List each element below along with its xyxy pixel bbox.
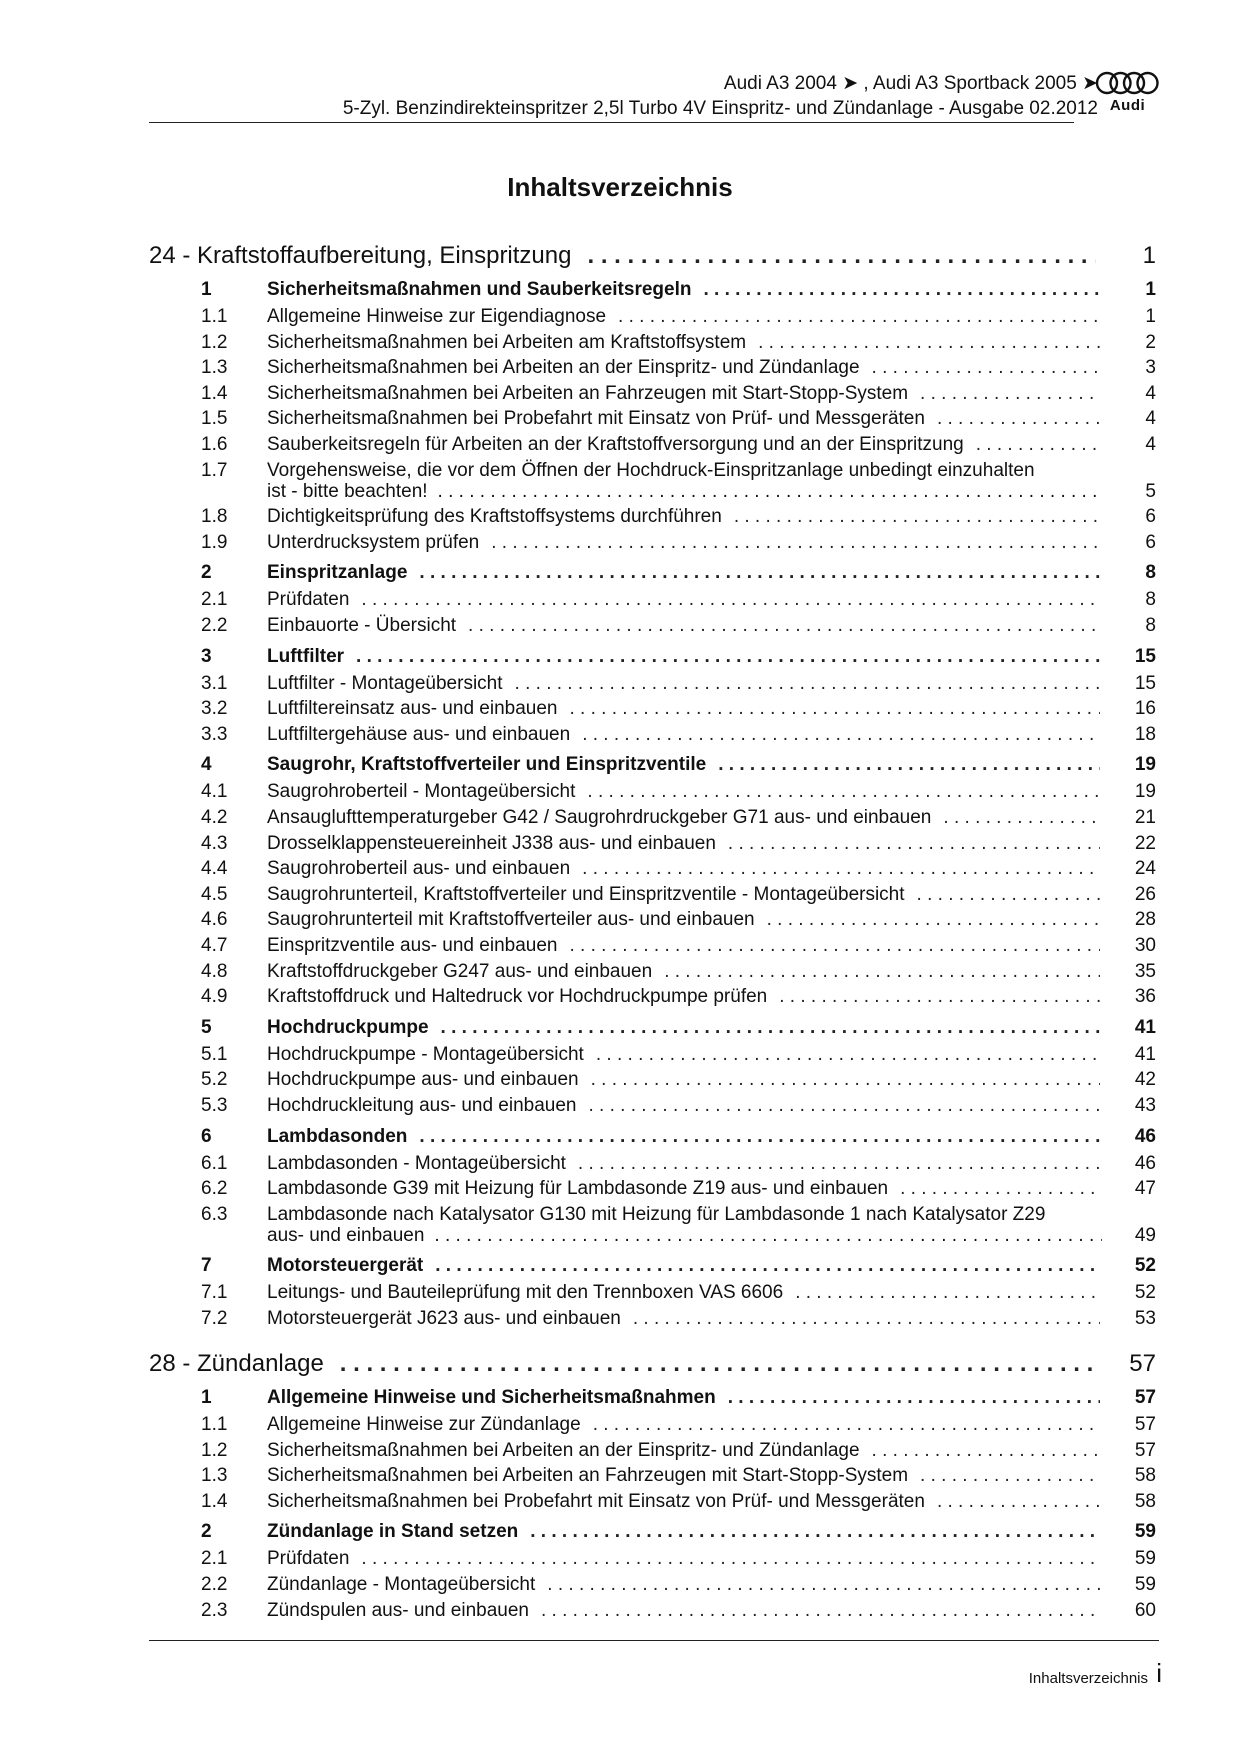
toc-entry-label: Luftfilter - Montageübersicht bbox=[267, 672, 503, 694]
toc-entry-number: 3.3 bbox=[201, 723, 228, 745]
toc-entry-text bbox=[267, 909, 1112, 931]
toc-entry-text bbox=[267, 434, 1112, 456]
toc-entry-label: 24 - Kraftstoffaufbereitung, Einspritzung bbox=[149, 242, 572, 269]
toc-entry-number: 4 bbox=[201, 754, 212, 776]
toc-entry-label: Unterdrucksystem prüfen bbox=[267, 531, 480, 553]
toc-entry-label-continued: ist - bitte beachten! bbox=[267, 480, 428, 502]
toc-page-number: 15 bbox=[1134, 672, 1156, 694]
toc-entry-label: Sicherheitsmaßnahmen bei Arbeiten an der Einspritz- und Zündanlage bbox=[267, 1439, 860, 1461]
toc-page-number: 28 bbox=[1134, 909, 1156, 931]
toc-entry-label: Lambdasonden - Montageübersicht bbox=[267, 1152, 566, 1174]
toc-entry-text bbox=[267, 807, 1112, 829]
toc-page-number: 3 bbox=[1145, 357, 1156, 379]
toc-leader-dots bbox=[779, 986, 1100, 1008]
toc-page-number: 8 bbox=[1145, 589, 1156, 611]
toc-leader-dots bbox=[633, 1308, 1100, 1330]
toc-entry-label: Allgemeine Hinweise und Sicherheitsmaßnahmen bbox=[267, 1387, 716, 1408]
toc-entry-text bbox=[267, 1574, 1112, 1596]
toc-page-number: 21 bbox=[1134, 807, 1156, 828]
toc-leader-dots bbox=[530, 1521, 1100, 1543]
toc-entry-label-continued: aus- und einbauen bbox=[267, 1224, 425, 1246]
toc-page-number: 52 bbox=[1134, 1255, 1156, 1277]
toc-entry-text bbox=[267, 1044, 1112, 1066]
toc-entry-text bbox=[267, 532, 1112, 554]
toc-leader-dots bbox=[917, 884, 1100, 906]
toc-entry-text bbox=[267, 1153, 1112, 1175]
toc-page-number: 53 bbox=[1134, 1308, 1156, 1329]
toc-entry-number: 2.3 bbox=[201, 1599, 228, 1621]
toc-entry-text bbox=[267, 1414, 1112, 1436]
toc-entry-text bbox=[267, 1178, 1112, 1200]
toc-leader-dots bbox=[734, 506, 1100, 528]
toc-entry-number: 3.2 bbox=[201, 698, 228, 720]
toc-entry-label: Sicherheitsmaßnahmen bei Arbeiten am Kraftstoffsystem bbox=[267, 331, 747, 353]
toc-entry-label: Dichtigkeitsprüfung des Kraftstoffsystems durchführen bbox=[267, 506, 722, 528]
toc-entry-number: 1.3 bbox=[201, 357, 228, 379]
toc-leader-dots bbox=[340, 1350, 1096, 1378]
toc-entry-label: Zündanlage - Montageübersicht bbox=[267, 1574, 536, 1595]
toc-entry-label: Luftfiltereinsatz aus- und einbauen bbox=[267, 698, 558, 720]
toc-entry-label: Sicherheitsmaßnahmen bei Probefahrt mit Einsatz von Prüf- und Messgeräten bbox=[267, 1490, 925, 1512]
toc-leader-dots bbox=[356, 646, 1100, 668]
toc-page-number: 22 bbox=[1134, 832, 1156, 854]
toc-entry-text bbox=[267, 1095, 1112, 1117]
toc-page-number: 8 bbox=[1145, 615, 1156, 636]
toc-leader-dots bbox=[438, 481, 1102, 503]
toc-entry-label-continued-row bbox=[267, 481, 1112, 503]
toc-entry-number: 4.6 bbox=[201, 909, 228, 931]
toc-leader-dots bbox=[569, 935, 1100, 957]
toc-page-number: 5 bbox=[1145, 480, 1156, 502]
toc-entry-number: 2 bbox=[201, 1521, 212, 1543]
toc-entry-text bbox=[267, 833, 1112, 855]
toc-entry-label: Ansauglufttemperaturgeber G42 / Saugrohrdruckgeber G71 aus- und einbauen bbox=[267, 807, 932, 828]
toc-entry-label: Saugrohroberteil aus- und einbauen bbox=[267, 858, 571, 880]
toc-entry-text bbox=[267, 1069, 1112, 1091]
footer-label: Inhaltsverzeichnis bbox=[1028, 1670, 1148, 1687]
toc-entry-number: 1.2 bbox=[201, 1439, 228, 1461]
toc-entry-label: Hochdruckleitung aus- und einbauen bbox=[267, 1095, 577, 1116]
toc-page-number: 6 bbox=[1145, 506, 1156, 528]
footer-page-number: i bbox=[1156, 1658, 1162, 1688]
toc-entry-label: Lambdasonden bbox=[267, 1125, 408, 1147]
toc-entry-text bbox=[267, 884, 1112, 906]
toc-entry-number: 1.6 bbox=[201, 434, 228, 455]
toc-leader-dots bbox=[435, 1255, 1100, 1277]
toc-leader-dots bbox=[618, 306, 1100, 328]
toc-entry-number: 4.8 bbox=[201, 960, 228, 982]
toc-entry-label: Lambdasonde nach Katalysator G130 mit Heizung für Lambdasonde 1 nach Katalysator Z29 bbox=[267, 1203, 1046, 1225]
toc-leader-dots bbox=[541, 1600, 1100, 1622]
toc-entry-number: 6 bbox=[201, 1125, 212, 1147]
toc-entry-label: Luftfilter bbox=[267, 645, 345, 667]
toc-entry-number: 5.1 bbox=[201, 1043, 228, 1065]
toc-entry-label: Einbauorte - Übersicht bbox=[267, 615, 457, 636]
toc-entry-label: Zündspulen aus- und einbauen bbox=[267, 1599, 529, 1621]
toc-entry-text bbox=[149, 1350, 1112, 1378]
toc-entry-number: 1 bbox=[201, 279, 212, 300]
toc-page-number: 42 bbox=[1134, 1069, 1156, 1091]
toc-entry-label: Einspritzventile aus- und einbauen bbox=[267, 935, 558, 956]
header-manual-subtitle: 5-Zyl. Benzindirekteinspritzer 2,5l Turbo 4V Einspritz- und Zündanlage - Ausgabe 02.2012 bbox=[342, 98, 1098, 119]
toc-entry-text bbox=[267, 1521, 1112, 1543]
toc-leader-dots bbox=[515, 673, 1100, 695]
toc-entry-number: 2 bbox=[201, 562, 212, 584]
toc-page-number: 46 bbox=[1134, 1125, 1156, 1147]
toc-entry-label: Saugrohrunterteil mit Kraftstoffverteiler aus- und einbauen bbox=[267, 909, 755, 931]
toc-entry-number: 1.2 bbox=[201, 331, 228, 353]
toc-entry-text bbox=[267, 986, 1112, 1008]
toc-entry-text bbox=[267, 615, 1112, 637]
toc-entry-number: 1.1 bbox=[201, 306, 228, 327]
toc-page-number: 35 bbox=[1134, 960, 1156, 982]
toc-page-number: 15 bbox=[1134, 645, 1156, 667]
toc-entry-label: Leitungs- und Bauteileprüfung mit den Trennboxen VAS 6606 bbox=[267, 1282, 784, 1304]
toc-leader-dots bbox=[920, 1465, 1100, 1487]
toc-page-number: 1 bbox=[1142, 242, 1156, 269]
toc-entry-number: 1.8 bbox=[201, 506, 228, 528]
toc-entry-number: 5.2 bbox=[201, 1069, 228, 1091]
toc-entry-number: 1 bbox=[201, 1387, 212, 1408]
toc-page-number: 57 bbox=[1134, 1387, 1156, 1408]
toc-leader-dots bbox=[596, 1044, 1100, 1066]
toc-entry-text bbox=[267, 646, 1112, 668]
toc-entry-number: 6.3 bbox=[201, 1203, 228, 1225]
toc-entry-text bbox=[267, 357, 1112, 379]
toc-leader-dots bbox=[920, 383, 1100, 405]
toc-entry-label: Sicherheitsmaßnahmen bei Probefahrt mit Einsatz von Prüf- und Messgeräten bbox=[267, 408, 925, 430]
toc-entry-label: Einspritzanlage bbox=[267, 562, 408, 584]
toc-page-number: 43 bbox=[1134, 1095, 1156, 1116]
toc-entry-number: 1.4 bbox=[201, 1490, 228, 1512]
toc-entry-text bbox=[267, 279, 1112, 301]
toc-entry-text bbox=[267, 1387, 1112, 1409]
toc-leader-dots bbox=[795, 1282, 1100, 1304]
toc-entry-label: Prüfdaten bbox=[267, 1548, 350, 1570]
toc-entry-label: Sicherheitsmaßnahmen bei Arbeiten an der Einspritz- und Zündanlage bbox=[267, 357, 860, 379]
toc-entry-label: Motorsteuergerät J623 aus- und einbauen bbox=[267, 1308, 621, 1329]
toc-leader-dots bbox=[589, 1095, 1101, 1117]
toc-leader-dots bbox=[728, 1387, 1100, 1409]
toc-entry-label: Luftfiltergehäuse aus- und einbauen bbox=[267, 723, 571, 745]
toc-entry-text bbox=[267, 1255, 1112, 1277]
toc-entry-label: Sicherheitsmaßnahmen und Sauberkeitsregeln bbox=[267, 279, 692, 300]
toc-page-number: 18 bbox=[1134, 723, 1156, 745]
toc-entry-number: 4.9 bbox=[201, 986, 228, 1008]
toc-entry-label: Sicherheitsmaßnahmen bei Arbeiten an Fahrzeugen mit Start-Stopp-System bbox=[267, 382, 909, 404]
toc-entry-number: 1.1 bbox=[201, 1414, 228, 1435]
toc-entry-text bbox=[267, 1548, 1112, 1570]
toc-entry-number: 6.1 bbox=[201, 1152, 228, 1174]
toc-entry-label: Vorgehensweise, die vor dem Öffnen der Hochdruck-Einspritzanlage unbedingt einzuhalten bbox=[267, 459, 1035, 481]
toc-entry-text bbox=[267, 589, 1112, 611]
footer-divider bbox=[149, 1640, 1159, 1641]
toc-entry-text bbox=[267, 961, 1112, 983]
toc-entry-number: 4.3 bbox=[201, 832, 228, 854]
toc-entry-number: 1.4 bbox=[201, 382, 228, 404]
toc-leader-dots bbox=[937, 408, 1100, 430]
toc-leader-dots bbox=[937, 1491, 1100, 1513]
toc-entry-number: 4.4 bbox=[201, 858, 228, 880]
toc-leader-dots bbox=[718, 754, 1100, 776]
toc-page-number: 52 bbox=[1134, 1282, 1156, 1304]
toc-entry-text bbox=[267, 1491, 1112, 1513]
toc-entry-number: 2.2 bbox=[201, 615, 228, 636]
toc-entry-number: 3.1 bbox=[201, 672, 228, 694]
toc-entry-number: 4.1 bbox=[201, 781, 228, 803]
toc-entry-number: 5.3 bbox=[201, 1095, 228, 1116]
toc-page-number: 59 bbox=[1134, 1548, 1156, 1570]
toc-page-number: 19 bbox=[1134, 754, 1156, 776]
toc-entry-label: Allgemeine Hinweise zur Zündanlage bbox=[267, 1414, 581, 1435]
audi-wordmark: Audi bbox=[1109, 97, 1146, 114]
toc-leader-dots bbox=[767, 909, 1100, 931]
toc-entry-label: Saugrohroberteil - Montageübersicht bbox=[267, 781, 576, 803]
toc-entry-label: Prüfdaten bbox=[267, 589, 350, 611]
toc-entry-text bbox=[267, 408, 1112, 430]
toc-entry-text bbox=[267, 935, 1112, 957]
toc-leader-dots bbox=[872, 1440, 1100, 1462]
toc-entry-text bbox=[267, 1017, 1112, 1039]
toc-entry-label: Lambdasonde G39 mit Heizung für Lambdasonde Z19 aus- und einbauen bbox=[267, 1178, 889, 1200]
toc-leader-dots bbox=[664, 961, 1100, 983]
toc-entry-label: Saugrohr, Kraftstoffverteiler und Einspritzventile bbox=[267, 754, 707, 776]
toc-entry-number: 5 bbox=[201, 1016, 212, 1038]
toc-entry-number: 7.2 bbox=[201, 1308, 228, 1329]
toc-leader-dots bbox=[578, 1153, 1100, 1175]
toc-page-number: 46 bbox=[1134, 1152, 1156, 1174]
toc-leader-dots bbox=[587, 242, 1096, 270]
toc-leader-dots bbox=[587, 781, 1100, 803]
toc-leader-dots bbox=[361, 1548, 1100, 1570]
toc-leader-dots bbox=[591, 1069, 1100, 1091]
toc-entry-number: 3 bbox=[201, 645, 212, 667]
toc-entry-number: 1.5 bbox=[201, 408, 228, 430]
toc-entry-label: Saugrohrunterteil, Kraftstoffverteiler und Einspritzventile - Montageübersicht bbox=[267, 883, 905, 905]
toc-entry-text bbox=[267, 1600, 1112, 1622]
toc-entry-number: 6.2 bbox=[201, 1178, 228, 1200]
toc-entry-text bbox=[267, 673, 1112, 695]
toc-entry-number: 4.7 bbox=[201, 935, 228, 956]
toc-entry-label: Zündanlage in Stand setzen bbox=[267, 1521, 519, 1543]
toc-entry-label-continued-row bbox=[267, 1225, 1112, 1247]
toc-leader-dots bbox=[943, 807, 1100, 829]
toc-entry-number: 4.2 bbox=[201, 807, 228, 828]
audi-rings-icon bbox=[1095, 70, 1160, 96]
toc-page-number: 24 bbox=[1134, 858, 1156, 880]
toc-entry-label: 28 - Zündanlage bbox=[149, 1350, 324, 1377]
toc-leader-dots bbox=[569, 698, 1100, 720]
toc-page-number: 57 bbox=[1129, 1350, 1156, 1377]
toc-page-number: 26 bbox=[1134, 883, 1156, 905]
toc-leader-dots bbox=[361, 589, 1100, 611]
toc-page-number: 16 bbox=[1134, 698, 1156, 720]
toc-entry-text bbox=[267, 332, 1112, 354]
toc-entry-number: 1.9 bbox=[201, 531, 228, 553]
toc-entry-label: Hochdruckpumpe aus- und einbauen bbox=[267, 1069, 579, 1091]
toc-page-number: 49 bbox=[1134, 1224, 1156, 1246]
toc-entry-number: 1.7 bbox=[201, 459, 228, 481]
toc-page-number: 2 bbox=[1145, 331, 1156, 353]
toc-entry-label: Motorsteuergerät bbox=[267, 1255, 424, 1277]
toc-entry-number: 4.5 bbox=[201, 883, 228, 905]
toc-page-number: 41 bbox=[1134, 1043, 1156, 1065]
toc-page-number: 1 bbox=[1145, 306, 1156, 327]
toc-entry-label: Allgemeine Hinweise zur Eigendiagnose bbox=[267, 306, 607, 327]
toc-entry-text bbox=[267, 1440, 1112, 1462]
toc-page-number: 58 bbox=[1134, 1490, 1156, 1512]
toc-page-number: 6 bbox=[1145, 531, 1156, 553]
toc-leader-dots bbox=[491, 532, 1100, 554]
toc-leader-dots bbox=[872, 357, 1100, 379]
toc-entry-number: 2.1 bbox=[201, 589, 228, 611]
header-divider bbox=[149, 122, 1074, 123]
toc-entry-number: 7 bbox=[201, 1255, 212, 1277]
toc-entry-number: 1.3 bbox=[201, 1465, 228, 1487]
toc-entry-label: Kraftstoffdruckgeber G247 aus- und einbauen bbox=[267, 960, 653, 982]
header-vehicle-models: Audi A3 2004 ➤ , Audi A3 Sportback 2005 ➤ bbox=[723, 73, 1098, 94]
toc-page-number: 4 bbox=[1145, 408, 1156, 430]
toc-page-number: 59 bbox=[1134, 1521, 1156, 1543]
toc-entry-number: 7.1 bbox=[201, 1282, 228, 1304]
toc-leader-dots bbox=[582, 858, 1100, 880]
toc-leader-dots bbox=[976, 434, 1100, 456]
toc-entry-text bbox=[267, 858, 1112, 880]
toc-page-number: 4 bbox=[1145, 434, 1156, 455]
toc-entry-number: 2.2 bbox=[201, 1574, 228, 1595]
toc-leader-dots bbox=[582, 724, 1100, 746]
toc-page-number: 19 bbox=[1134, 781, 1156, 803]
toc-page-number: 1 bbox=[1145, 279, 1156, 300]
toc-entry-text bbox=[149, 242, 1112, 270]
toc-page-number: 60 bbox=[1134, 1599, 1156, 1621]
toc-leader-dots bbox=[593, 1414, 1100, 1436]
toc-page-number: 47 bbox=[1134, 1178, 1156, 1200]
toc-entry-text bbox=[267, 383, 1112, 405]
toc-entry-text bbox=[267, 1308, 1112, 1330]
toc-entry-text bbox=[267, 698, 1112, 720]
toc-entry-text bbox=[267, 1282, 1112, 1304]
toc-entry-text bbox=[267, 781, 1112, 803]
toc-page-number: 41 bbox=[1134, 1016, 1156, 1038]
toc-entry-text bbox=[267, 754, 1112, 776]
toc-leader-dots bbox=[419, 562, 1100, 584]
toc-leader-dots bbox=[900, 1178, 1100, 1200]
audi-logo bbox=[1095, 70, 1160, 114]
toc-entry-label: Sicherheitsmaßnahmen bei Arbeiten an Fahrzeugen mit Start-Stopp-System bbox=[267, 1465, 909, 1487]
toc-leader-dots bbox=[441, 1017, 1100, 1039]
toc-leader-dots bbox=[758, 332, 1100, 354]
toc-page-number: 57 bbox=[1134, 1414, 1156, 1435]
toc-page-number: 57 bbox=[1134, 1439, 1156, 1461]
page-title: Inhaltsverzeichnis bbox=[507, 172, 733, 202]
toc-entry-label: Kraftstoffdruck und Haltedruck vor Hochdruckpumpe prüfen bbox=[267, 986, 768, 1008]
toc-entry-number: 2.1 bbox=[201, 1548, 228, 1570]
toc-leader-dots bbox=[419, 1126, 1100, 1148]
toc-page-number: 4 bbox=[1145, 382, 1156, 404]
toc-page-number: 58 bbox=[1134, 1465, 1156, 1487]
toc-entry-label: Drosselklappensteuereinheit J338 aus- und einbauen bbox=[267, 832, 716, 854]
toc-leader-dots bbox=[434, 1225, 1102, 1247]
toc-entry-text bbox=[267, 1126, 1112, 1148]
toc-leader-dots bbox=[703, 279, 1100, 301]
toc-entry-text bbox=[267, 562, 1112, 584]
toc-entry-label: Hochdruckpumpe bbox=[267, 1016, 429, 1038]
toc-leader-dots bbox=[547, 1574, 1100, 1596]
toc-entry-label: Hochdruckpumpe - Montageübersicht bbox=[267, 1043, 584, 1065]
toc-entry-text bbox=[267, 506, 1112, 528]
toc-entry-text bbox=[267, 724, 1112, 746]
toc-entry-text bbox=[267, 1465, 1112, 1487]
toc-entry-label: Sauberkeitsregeln für Arbeiten an der Kraftstoffversorgung und an der Einspritzung bbox=[267, 434, 964, 455]
toc-entry-text bbox=[267, 306, 1112, 328]
toc-leader-dots bbox=[728, 833, 1100, 855]
toc-page-number: 59 bbox=[1134, 1574, 1156, 1595]
toc-leader-dots bbox=[468, 615, 1100, 637]
toc-page-number: 30 bbox=[1134, 935, 1156, 956]
toc-page-number: 36 bbox=[1134, 986, 1156, 1008]
toc-page-number: 8 bbox=[1145, 562, 1156, 584]
